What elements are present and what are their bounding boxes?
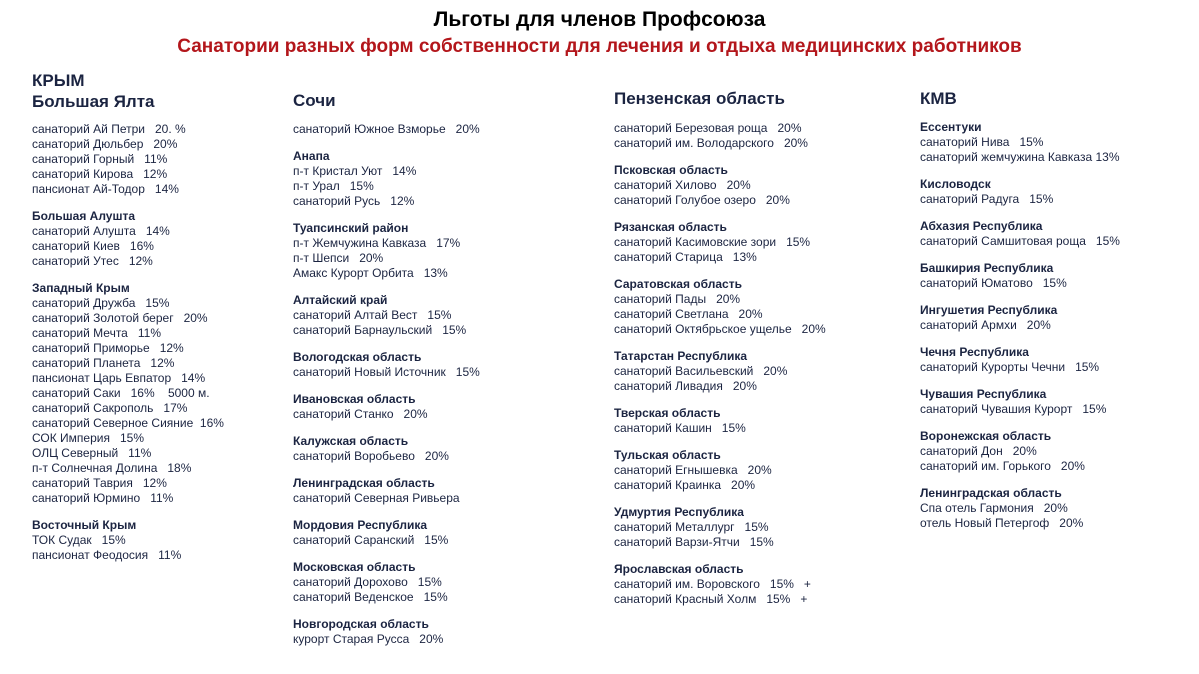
region-group [614,277,904,337]
sanatorium-item: санаторий Алтай Вест 15% [293,308,452,322]
region-title: Туапсинский район [293,221,409,235]
sanatorium-item: п-т Жемчужина Кавказа 17% [293,236,461,250]
sanatorium-item: санаторий Голубое озеро 20% [614,193,790,207]
region-title: Новгородская область [293,617,429,631]
region-title: Удмуртия Республика [614,505,744,519]
sanatorium-item: санаторий Дорохово 15% [293,575,442,589]
region-group [293,392,593,422]
sanatorium-item: санаторий Егнышевка 20% [614,463,772,477]
sanatorium-item: санаторий Радуга 15% [920,192,1054,206]
column-crimea [32,70,282,575]
region-group [32,122,282,197]
page-title: Льготы для членов Профсоюза [433,8,766,31]
sanatorium-item: санаторий Северное Сияние 16% [32,416,224,430]
sanatorium-item: санаторий Таврия 12% [32,476,167,490]
sanatorium-item: санаторий Васильевский 20% [614,364,788,378]
region-group [614,349,904,394]
column-subheader: Большая Ялта [32,92,155,111]
sanatorium-item: санаторий Дон 20% [920,444,1037,458]
sanatorium-item: санаторий Алушта 14% [32,224,170,238]
sanatorium-item: санаторий Саки 16% 5000 м. [32,386,210,400]
column-penza [614,88,904,619]
sanatorium-item: санаторий им. Воровского 15% + [614,577,811,591]
sanatorium-item: санаторий Октябрьское ущелье 20% [614,322,826,336]
sanatorium-item: санаторий Северная Ривьера [293,491,460,505]
sanatorium-item: санаторий Дружба 15% [32,296,170,310]
column-header: КМВ [920,89,957,108]
region-group [293,434,593,464]
region-title: Псковская область [614,163,728,177]
region-group [920,486,1190,531]
sanatorium-item: санаторий Самшитовая роща 15% [920,234,1120,248]
sanatorium-item: п-т Кристал Уют 14% [293,164,417,178]
region-group [293,476,593,506]
region-title: Ленинградская область [293,476,435,490]
sanatorium-item: ТОК Судак 15% [32,533,126,547]
region-title: Ингушетия Республика [920,303,1058,317]
sanatorium-item: санаторий Юматово 15% [920,276,1067,290]
region-group [920,177,1190,207]
sanatorium-item: санаторий Мечта 11% [32,326,161,340]
region-group [293,518,593,548]
region-title: Ярославская область [614,562,744,576]
sanatorium-item: санаторий Кашин 15% [614,421,746,435]
sanatorium-item: пансионат Царь Евпатор 14% [32,371,206,385]
sanatorium-item: санаторий Юрмино 11% [32,491,174,505]
sanatorium-item: санаторий Курорты Чечни 15% [920,360,1100,374]
sanatorium-item: Амакс Курорт Орбита 13% [293,266,448,280]
region-group [614,505,904,550]
region-group [293,122,593,137]
sanatorium-item: санаторий им. Горького 20% [920,459,1085,473]
region-group [614,121,904,151]
sanatorium-item: санаторий им. Володарского 20% [614,136,808,150]
sanatorium-item: санаторий Армхи 20% [920,318,1051,332]
sanatorium-item: санаторий Хилово 20% [614,178,751,192]
sanatorium-item: санаторий Дюльбер 20% [32,137,178,151]
region-title: Восточный Крым [32,518,137,532]
region-title: Ивановская область [293,392,416,406]
sanatorium-item: санаторий Варзи-Ятчи 15% [614,535,774,549]
region-title: Алтайский край [293,293,388,307]
region-title: Тульская область [614,448,721,462]
sanatorium-item: п-т Урал 15% [293,179,374,193]
sanatorium-item: санаторий Горный 11% [32,152,168,166]
region-title: Большая Алушта [32,209,136,223]
region-title: Мордовия Республика [293,518,428,532]
sanatorium-item: санаторий Барнаульский 15% [293,323,467,337]
sanatorium-item: отель Новый Петергоф 20% [920,516,1084,530]
sanatorium-item: санаторий Ливадия 20% [614,379,757,393]
region-title: Абхазия Республика [920,219,1043,233]
column-header: Пензенская область [614,89,785,108]
sanatorium-item: санаторий Планета 12% [32,356,175,370]
region-group [32,209,282,269]
sanatorium-item: санаторий Пады 20% [614,292,741,306]
sanatorium-item: п-т Солнечная Долина 18% [32,461,192,475]
column-kmv [920,88,1190,543]
sanatorium-item: санаторий Ай Петри 20. % [32,122,186,136]
region-title: Ленинградская область [920,486,1062,500]
region-group [293,560,593,605]
region-group [920,219,1190,249]
region-group [920,387,1190,417]
region-group [293,350,593,380]
region-title: Татарстан Республика [614,349,748,363]
sanatorium-item: пансионат Ай-Тодор 14% [32,182,179,196]
region-group [293,221,593,281]
region-title: Московская область [293,560,416,574]
sanatorium-item: ОЛЦ Северный 11% [32,446,152,460]
region-group [920,261,1190,291]
region-title: Тверская область [614,406,721,420]
column-sochi [293,90,593,659]
sanatorium-item: Спа отель Гармония 20% [920,501,1068,515]
region-group [32,518,282,563]
region-group [920,303,1190,333]
region-title: Вологодская область [293,350,422,364]
sanatorium-item: СОК Империя 15% [32,431,145,445]
sanatorium-item: санаторий Металлург 15% [614,520,769,534]
sanatorium-item: санаторий Старица 13% [614,250,757,264]
sanatorium-item: санаторий Золотой берег 20% [32,311,208,325]
sanatorium-item: санаторий Приморье 12% [32,341,184,355]
region-title: Кисловодск [920,177,991,191]
sanatorium-item: санаторий Южное Взморье 20% [293,122,480,136]
sanatorium-item: санаторий Касимовские зори 15% [614,235,811,249]
sanatorium-item: п-т Шепси 20% [293,251,384,265]
sanatorium-item: санаторий Саранский 15% [293,533,449,547]
sanatorium-item: санаторий Сакрополь 17% [32,401,188,415]
region-title: Ессентуки [920,120,982,134]
sanatorium-item: санаторий Краинка 20% [614,478,756,492]
region-group [32,281,282,506]
region-group [920,120,1190,165]
region-title: Калужская область [293,434,409,448]
page-subtitle: Санатории разных форм собственности для лечения и отдыха медицинских работников [177,36,1022,57]
region-title: Чечня Республика [920,345,1029,359]
region-group [614,406,904,436]
sanatorium-item: курорт Старая Русса 20% [293,632,444,646]
region-group [614,163,904,208]
region-title: Чувашия Республика [920,387,1047,401]
region-group [293,293,593,338]
region-group [920,429,1190,474]
sanatorium-item: санаторий Станко 20% [293,407,428,421]
column-header: Сочи [293,91,336,110]
sanatorium-item: санаторий Кирова 12% [32,167,168,181]
sanatorium-item: санаторий Нива 15% [920,135,1044,149]
region-title: Западный Крым [32,281,130,295]
sanatorium-item: санаторий Киев 16% [32,239,154,253]
region-group [293,617,593,647]
sanatorium-item: санаторий Чувашия Курорт 15% [920,402,1107,416]
sanatorium-item: санаторий Новый Источник 15% [293,365,480,379]
sanatorium-item: санаторий жемчужина Кавказа 13% [920,150,1120,164]
region-group [614,562,904,607]
region-title: Анапа [293,149,330,163]
region-group [614,448,904,493]
region-title: Воронежская область [920,429,1052,443]
region-group [293,149,593,209]
region-title: Саратовская область [614,277,742,291]
sanatorium-item: санаторий Русь 12% [293,194,415,208]
region-group [920,345,1190,375]
sanatorium-item: санаторий Воробьево 20% [293,449,449,463]
sanatorium-item: санаторий Березовая роща 20% [614,121,802,135]
sanatorium-item: санаторий Красный Холм 15% + [614,592,808,606]
sanatorium-item: пансионат Феодосия 11% [32,548,182,562]
region-title: Башкирия Республика [920,261,1054,275]
region-title: Рязанская область [614,220,727,234]
region-group [614,220,904,265]
column-header: КРЫМ [32,71,85,90]
sanatorium-item: санаторий Веденское 15% [293,590,448,604]
sanatorium-item: санаторий Светлана 20% [614,307,763,321]
sanatorium-item: санаторий Утес 12% [32,254,153,268]
